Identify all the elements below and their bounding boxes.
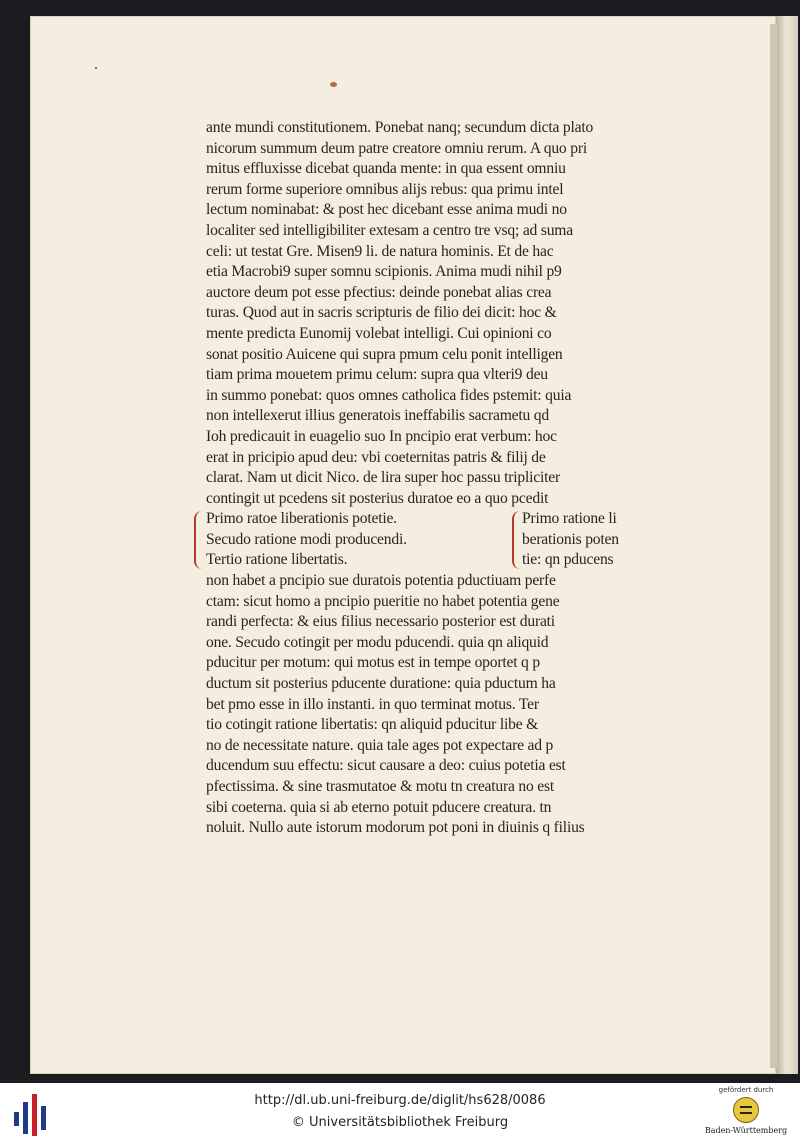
sponsor-block: [696, 1086, 796, 1140]
text-line: ctam: sicut homo a pncipio pueritie no habet potentia gene: [206, 592, 560, 610]
text-lines-bottom: [206, 571, 676, 839]
text-line: non habet a pncipio sue duratois potentia pductiuam perfe: [206, 572, 556, 590]
text-line: bet pmo esse in illo instanti. in quo terminat motus. Ter: [206, 695, 539, 713]
text-line: in summo ponebat: quos omnes catholica fides pstemit: quia: [206, 386, 572, 404]
text-line: clarat. Nam ut dicit Nico. de lira super hoc passu tripliciter: [206, 469, 560, 487]
sponsor-label: gefördert durch: [718, 1086, 774, 1094]
text-line: Secudo ratione modi producendi.: [206, 530, 407, 548]
text-line: Primo ratione li: [522, 510, 617, 528]
text-line: tie: qn pducens: [522, 551, 614, 569]
text-line: turas. Quod aut in sacris scripturis de filio dei dicit: hoc &: [206, 304, 557, 322]
text-line: ducendum suu effectu: sicut causare a deo: cuius potetia est: [206, 757, 566, 775]
permalink-url[interactable]: http://dl.ub.uni-freiburg.de/diglit/hs628/0086: [254, 1093, 546, 1108]
text-line: non intellexerut illius generatois ineffabilis sacrametu qd: [206, 407, 550, 425]
ink-spot: [330, 82, 337, 87]
text-line: Primo ratoe liberationis potetie.: [206, 510, 397, 528]
column-right: [522, 509, 682, 571]
text-line: ante mundi constitutionem. Ponebat nanq; secundum dicta plato: [206, 119, 594, 136]
text-line: mente predicta Eunomij volebat intelligi. Cui opinioni co: [206, 324, 552, 342]
text-line: lectum nominabat: & post hec dicebant esse anima mudi no: [206, 201, 567, 219]
viewer-footer: [0, 1083, 800, 1142]
ink-speck: [95, 67, 97, 69]
text-lines-top: [206, 118, 676, 509]
column-left: [206, 509, 476, 571]
text-line: celi: ut testat Gre. Misen9 li. de natura hominis. Et de hac: [206, 242, 554, 260]
text-line: sibi coeterna. quia si ab eterno potuit pducere creatura. tn: [206, 798, 552, 816]
page-edge: [776, 16, 798, 1074]
text-line: pducitur per motum: qui motus est in tempe oportet q p: [206, 654, 540, 672]
text-line: nicorum summum deum patre creatore omniu rerum. A quo pri: [206, 139, 587, 157]
text-line: localiter sed intelligibiliter extesam a centro tre vsq; ad suma: [206, 221, 573, 239]
text-line: tiam prima mouetem primu celum: supra qua vlteri9 deu: [206, 366, 548, 384]
text-line: erat in pricipio apud deu: vbi coeternitas patris & filij de: [206, 448, 546, 466]
text-line: ductum sit posterius pducente duratione: quia pductum ha: [206, 675, 556, 693]
text-line: noluit. Nullo aute istorum modorum pot poni in diuinis q filius: [206, 819, 585, 837]
text-line: pfectissima. & sine trasmutatoe & motu tn creatura no est: [206, 778, 555, 796]
text-line: auctore deum pot esse pfectius: deinde ponebat alias crea: [206, 283, 552, 301]
text-line: etia Macrobi9 super somnu scipionis. Anima mudi nihil p9: [206, 263, 562, 281]
text-line: randi perfecta: & eius filius necessario posterior est durati: [206, 613, 555, 631]
text-line: mitus effluxisse dicebat quanda mente: in qua essent omniu: [206, 160, 566, 178]
text-line: Ioh predicauit in euagelio suo In pncipio erat verbum: hoc: [206, 427, 557, 445]
text-line: no de necessitate nature. quia tale ages pot expectare ad p: [206, 736, 554, 754]
sponsor-name: Baden-Württemberg: [704, 1126, 788, 1135]
baden-wuerttemberg-crest-icon: [733, 1097, 759, 1123]
text-line: rerum forme superiore omnibus alijs rebus: qua primu intel: [206, 180, 564, 198]
manuscript-text: [206, 118, 676, 839]
page-fold: [770, 24, 777, 1068]
text-line: one. Secudo cotingit per modu pducendi. quia qn aliquid: [206, 633, 549, 651]
text-line: berationis poten: [522, 530, 619, 548]
three-point-columns: [206, 509, 676, 571]
text-line: tio cotingit ratione libertatis: qn aliquid pducitur libe &: [206, 716, 539, 734]
text-line: sonat positio Auicene qui supra pmum celu ponit intelligen: [206, 345, 563, 363]
text-line: Tertio ratione libertatis.: [206, 551, 348, 569]
text-line: contingit ut pcedens sit posterius duratoe eo a quo pcedit: [206, 489, 549, 507]
rubric-brace-left: [194, 511, 206, 569]
copyright-notice: © Universitätsbibliothek Freiburg: [291, 1115, 509, 1130]
